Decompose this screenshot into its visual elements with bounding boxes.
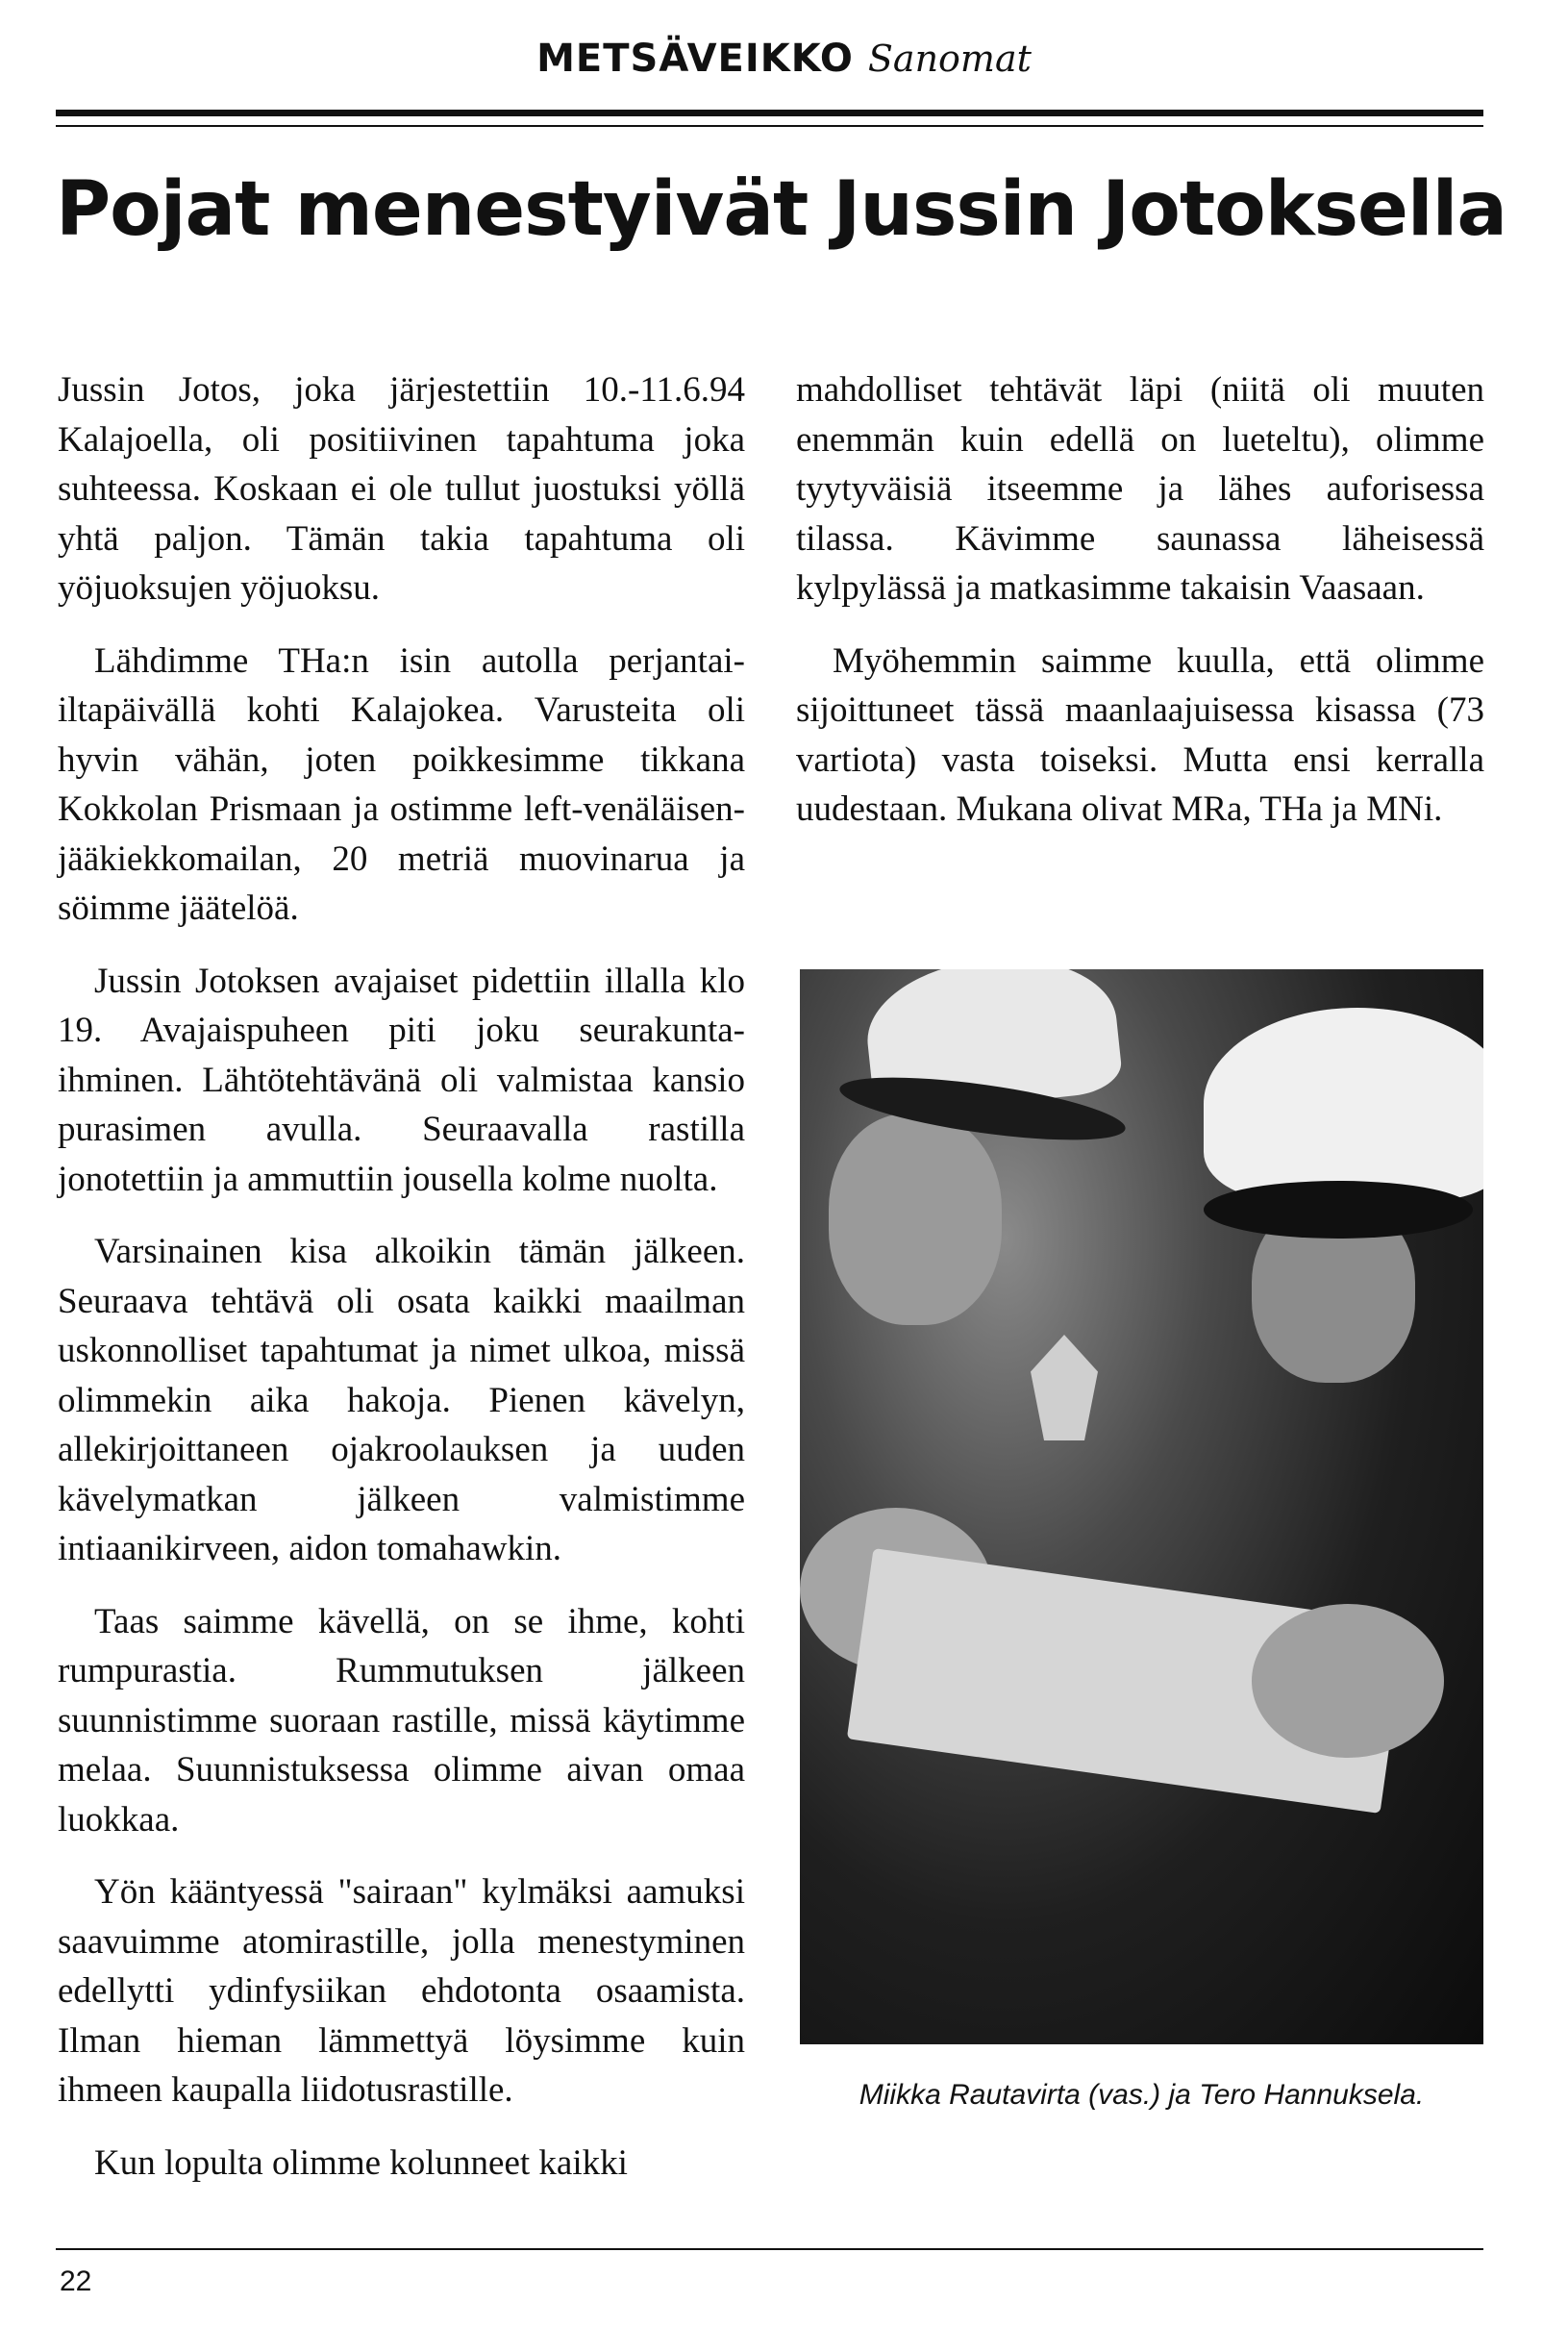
photo-person-left xyxy=(829,1114,1002,1325)
paragraph: Jussin Jotos, joka järjestettiin 10.-11.6.94 Kalajoella, oli positiivinen tapahtuma joka suhteessa. Koskaan ei ole tullut juostuksi yöllä yhtä paljon. Tämän takia tapahtuma oli yöjuoksujen yöjuoksu. xyxy=(58,370,745,608)
paragraph: Myöhemmin saimme kuulla, että olimme sijoittuneet tässä maanlaajuisessa kisassa (73 vartiota) vasta toiseksi. Mutta ensi kerralla uudestaan. Mukana olivat MRa, THa ja MNi. xyxy=(796,640,1484,829)
masthead xyxy=(0,37,1568,81)
paragraph: Jussin Jotoksen avajaiset pidettiin illalla klo 19. Avajaispuheen piti joku seurakunta-ihminen. Lähtötehtävänä oli valmistaa kansio purasimen avulla. Seuraavalla rastilla jonotettiin ja ammuttiin jousella kolme nuolta. xyxy=(58,961,745,1199)
paragraph: Kun lopulta olimme kolunneet kaikki xyxy=(94,2142,628,2183)
photo-cap-brim-right xyxy=(1204,1181,1473,1239)
photo-caption: Miikka Rautavirta (vas.) ja Tero Hannuksela. xyxy=(859,2079,1425,2111)
masthead-rule-thick xyxy=(56,110,1483,116)
photo-badge xyxy=(1031,1335,1098,1440)
paragraph: mahdolliset tehtävät läpi (niitä oli muuten enemmän kuin edellä on lueteltu), olimme tyytyväisiä itseemme ja lähes auforisessa tilassa. Kävimme saunassa läheisessä kylpylässä ja matkasimme takaisin Vaasaan. xyxy=(796,370,1484,608)
masthead-rule-thin xyxy=(56,125,1483,127)
article-photo xyxy=(800,969,1483,2044)
paragraph: Varsinainen kisa alkoikin tämän jälkeen. Seuraava tehtävä oli osata kaikki maailman uskonnolliset tapahtumat ja nimet ulkoa, missä olimmekin aika hakoja. Pienen kävelyn, allekirjoittaneen ojakroolauksen ja uuden kävelymatkan jälkeen valmistimme intiaanikirveen, aidon tomahawkin. xyxy=(58,1232,745,1568)
right-column xyxy=(796,365,1484,858)
article-headline: Pojat menestyivät Jussin Jotoksella xyxy=(56,166,1507,253)
left-column xyxy=(58,365,745,2211)
footer-rule xyxy=(56,2248,1483,2250)
masthead-subtitle: Sanomat xyxy=(867,38,1032,80)
page-number: 22 xyxy=(60,2265,92,2297)
paragraph: Taas saimme kävellä, on se ihme, kohti rumpurastia. Rummutuksen jälkeen suunnistimme suoraan rastille, missä käytimme melaa. Suunnistuksessa olimme aivan omaa luokkaa. xyxy=(58,1601,745,1840)
paragraph: Lähdimme THa:n isin autolla perjantai-iltapäivällä kohti Kalajokea. Varusteita oli hyvin vähän, joten poikkesimme tikkana Kokkolan Prismaan ja ostimme left-venäläisen-jääkiekkomailan, 20 metriä muovinarua ja söimme jäätelöä. xyxy=(58,640,745,928)
masthead-title: METSÄVEIKKO xyxy=(536,37,854,81)
paragraph: Yön kääntyessä "sairaan" kylmäksi aamuksi saavuimme atomirastille, jolla menestyminen edellytti ydinfysiikan ehdotonta osaamista. Ilman hieman lämmettyä löysimme kuin ihmeen kaupalla liidotusrastille. xyxy=(58,1872,745,2110)
photo-hand-right xyxy=(1252,1604,1444,1758)
photo-cap-right xyxy=(1204,1008,1483,1200)
